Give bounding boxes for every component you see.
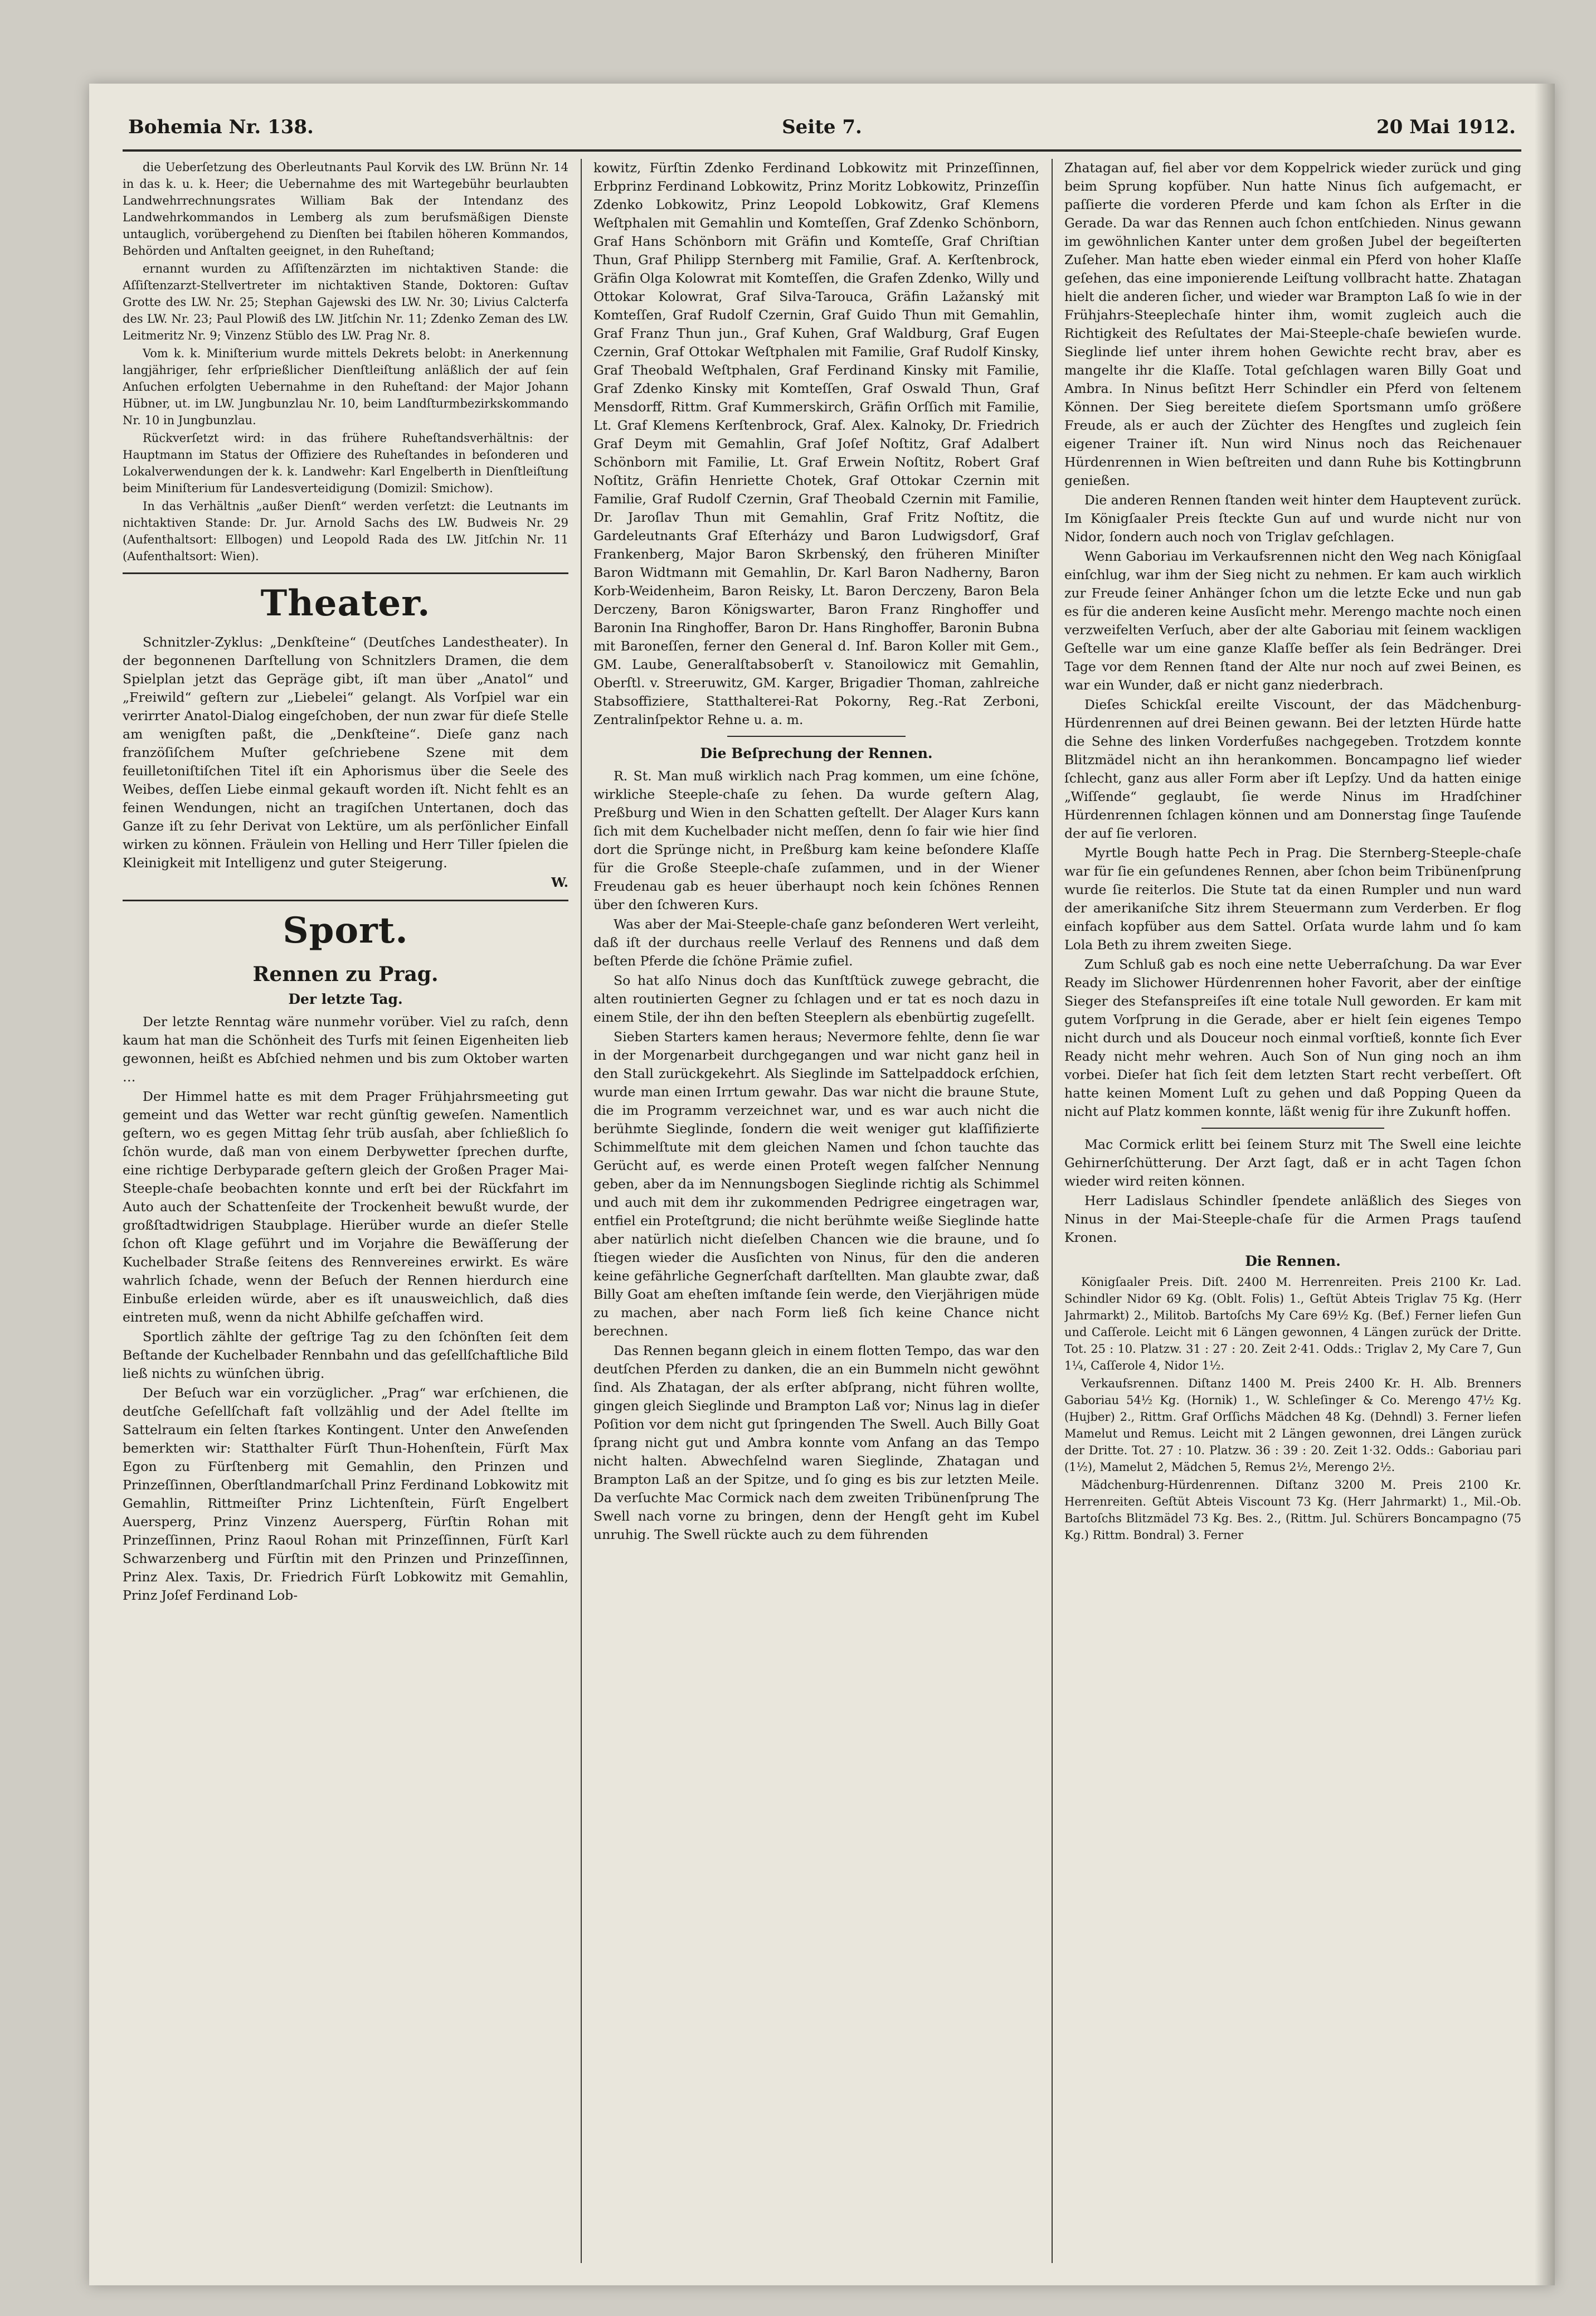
page-header bbox=[128, 116, 1516, 149]
notice-paragraph: Mac Cormick erlitt bei ſeinem Sturz mit The Swell eine leichte Gehirnerſchütterung. Der Arzt ſagt, daß er in acht Tagen ſchon wieder wird reiten können. bbox=[1064, 1137, 1521, 1189]
article-paragraph: Was aber der Mai-Steeple-chaſe ganz beſonderen Wert verleiht, daß iſt der durchaus reelle Verlauf des Rennens und daß dem beſten Pferde die ſchöne Prämie zufiel. bbox=[593, 916, 1039, 969]
header-rule bbox=[123, 149, 1521, 152]
race-results bbox=[1064, 1274, 1521, 1543]
race-result: Verkaufsrennen. Diſtanz 1400 M. Preis 2400 Kr. H. Alb. Brenners Gaboriau 54½ Kg. (Hornik) 1., W. Schleſinger & Co. Merengo 47½ Kg. (Hujber) 2., Rittm. Graf Orſſichs Mädchen 48 Kg. (Dehndl) 3. Ferner liefen Mamelut und Remus. Leicht mit 2 Längen gewonnen, drei Längen zurück der Dritte. Tot. 27 : 10. Platzw. 36 : 39 : 20. Zeit 1·32. Odds.: Gaboriau pari (1½), Mamelut 2, Mädchen 5, Remus 2½, Merengo 2½. bbox=[1064, 1377, 1521, 1474]
column-3 bbox=[1064, 159, 1521, 2269]
issue-date: 20 Mai 1912. bbox=[1376, 116, 1516, 138]
column-rule bbox=[1052, 159, 1053, 2263]
section-divider bbox=[123, 572, 568, 574]
theater-heading: Theater. bbox=[260, 582, 431, 624]
sport-heading: Sport. bbox=[283, 910, 408, 951]
article-paragraph: Vom k. k. Miniſterium wurde mittels Dekrets belobt: in Anerkennung langjähriger, ſehr erſprießlicher Dienſtleiſtung anläßlich der auf ſein Anſuchen erfolgten Uebernahme in den Ruheſtand: der Major Johann Hübner, ut. im LW. Jungbunzlau Nr. 10, beim Landſturmbezirkskommando Nr. 10 in Jungbunzlau. bbox=[123, 347, 568, 427]
races-heading: Rennen zu Prag. bbox=[252, 963, 439, 986]
review-heading: Die Beſprechung der Rennen. bbox=[700, 745, 933, 761]
article-paragraph: Der letzte Renntag wäre nunmehr vorüber. Viel zu raſch, denn kaum hat man die Schönheit des Turfs mit ſeinen Eigenheiten lieb gewonnen, heißt es Abſchied nehmen und bis zum Oktober warten … bbox=[123, 1014, 568, 1085]
newspaper-page bbox=[89, 84, 1555, 2285]
article-paragraph: Zum Schluß gab es noch eine nette Ueberraſchung. Da war Ever Ready im Slichower Hürdenrennen hoher Favorit, aber der einſtige Sieger des Stefanspreiſes iſt eine totale Null geworden. Er kam mit gutem Vorſprung in die Gerade, aber er hielt ſein eigenes Tempo nicht durch und als Douceur noch einmal vorſtieß, konnte ſich Ever Ready nicht mehr wehren. Auch Son of Nun ging noch an ihm vorbei. Dieſer hat ſich ſeit dem letzten Start recht verbeſſert. Oft hatte keinen Moment Luſt zu gehen und daß Popping Queen da nicht auf Platz kommen konnte, läßt wenig für ihre Zukunft hoffen. bbox=[1064, 956, 1521, 1119]
last-day-heading: Der letzte Tag. bbox=[288, 991, 403, 1007]
article-paragraph: Sportlich zählte der geſtrige Tag zu den ſchönſten ſeit dem Beſtande der Kuchelbader Rennbahn und das geſellſchaftliche Bild ließ nichts zu wünſchen übrig. bbox=[123, 1329, 568, 1381]
article-paragraph: Rückverſetzt wird: in das frühere Ruheſtandsverhältnis: der Hauptmann im Status der Offiziere des Ruheſtandes in beſonderen und Lokalverwendungen der k. k. Landwehr: Karl Engelberth in Dienſtleiſtung beim Miniſterium für Landesverteidigung (Domizil: Smichow). bbox=[123, 431, 568, 495]
page-number: Seite 7. bbox=[782, 116, 862, 138]
results-heading: Die Rennen. bbox=[1245, 1253, 1341, 1269]
article-paragraph: Der Himmel hatte es mit dem Prager Frühjahrsmeeting gut gemeint und das Wetter war recht günſtig geweſen. Namentlich geſtern, wo es gegen Mittag ſehr trüb ausſah, aber ſchließlich ſo ſchön wurde, daß man von einem Derbywetter ſprechen durfte, eine richtige Derbyparade geſtern gleich der Großen Prager Mai-Steeple-chaſe beobachten konnte und erſt bei der Rückfahrt im Auto auch der Schattenſeite der Trockenheit bewußt wurde, der großſtadtwidrigen Staubplage. Hierüber wurde an dieſer Stelle ſchon oft Klage geführt und im Vorjahre die Bewäſſerung der Kuchelbader Straße ſeitens des Rennvereines erwirkt. Es wäre wahrlich ſchade, wenn der Beſuch der Rennen hierdurch eine Einbuße erleiden würde, aber es iſt unausweichlich, daß dies eintreten muß, wenn da nicht Abhilfe geſchaffen wird. bbox=[123, 1089, 568, 1325]
article-paragraph: Das Rennen begann gleich in einem flotten Tempo, das war den deutſchen Pferden zu danken, die an ein Bummeln nicht gewöhnt ſind. Als Zhatagan, der als erſter abſprang, nicht führen wollte, gingen gleich Sieglinde und Brampton Laß vor; Ninus lag in dieſer Poſition vor dem nicht gut ſpringenden The Swell. Auch Billy Goat ſprang nicht gut und Ambra konnte vom Anfang an das Tempo nicht halten. Abwechſelnd waren Sieglinde, Zhatagan und Brampton Laß an der Spitze, und ſo ging es bis zur letzten Meile. Da verſuchte Mac Cormick nach dem zweiten Tribünenſprung The Swell nach vorne zu bringen, denn der Hengſt geht im Kubel unruhig. The Swell rückte auch zu dem führenden bbox=[593, 1343, 1039, 1542]
article-paragraph: Sieben Starters kamen heraus; Nevermore fehlte, denn ſie war in der Morgenarbeit durchgegangen und war nicht ganz heil in den Stall zurückgekehrt. Als Sieglinde im Sattelpaddock erſchien, wurde man einen Irrtum gewahr. Das war nicht die braune Stute, die im Programm verzeichnet war, und es war auch nicht die berühmte Sieglinde, ſondern die weit weniger gut klaſſifizierte Schimmelſtute mit dem gleichen Namen und ſchon tauchte das Gerücht auf, es werde einen Proteſt wegen falſcher Nennung geben, aber da im Nennungsbogen Sieglinde richtig als Schimmel und auch mit dem ihr zukommenden Pedrigree eingetragen war, entfiel ein Proteſtgrund; die nicht berühmte weiße Sieglinde hatte aber natürlich nicht dieſelben Chancen wie die braune, und ſo ſtiegen wieder die Ausſichten von Ninus, für den die anderen keine gefährliche Gegnerſchaft darſtellten. Man glaubte zwar, daß Billy Goat am eheſten imſtande ſein werde, den Vierjährigen müde zu machen, aber nach Form ließ ſich keine Chance nicht berechnen. bbox=[593, 1029, 1039, 1339]
article-paragraph: Dieſes Schickſal ereilte Viscount, der das Mädchenburg-Hürdenrennen auf drei Beinen gewann. Bei der letzten Hürde hatte die Sehne des linken Vorderfußes nachgegeben. Trotzdem konnte Blitzmädel nicht an ihn herankommen. Boncampagno lief wieder ſchlecht, ganz aus aller Form aber iſt Lepſzy. Und da hatten einige „Wiſſende“ geglaubt, ſie werde Ninus im Hradſchiner Hürdenrennen ſchlagen können und am Donnerstag ſinge Tauſende der auf ſie verloren. bbox=[1064, 697, 1521, 841]
guest-list: kowitz, Fürſtin Zdenko Ferdinand Lobkowitz mit Prinzeſſinnen, Erbprinz Ferdinand Lobkowitz, Prinz Moritz Lobkowitz, Prinzeſſin Zdenko Lobkowitz, Prinz Leopold Lobkowitz, Graf Klemens Weſtphalen mit Gemahlin und Komteſſen, Graf Zdenko Schönborn, Graf Hans Schönborn mit Gräfin und Komteſſe, Graf Chriſtian Thun, Graf Philipp Sternberg mit Familie, Graf. A. Kerſtenbrock, Gräfin Olga Kolowrat mit Komteſſen, die Grafen Zdenko, Willy und Ottokar Kolowrat, Graf Silva-Tarouca, Gräfin Lažanský mit Komteſſen, Graf Rudolf Czernin, Graf Guido Thun mit Gemahlin, Graf Franz Thun jun., Graf Kuhen, Graf Waldburg, Graf Eugen Czernin, Graf Ottokar Weſtphalen mit Familie, Graf Rudolf Kinsky, Graf Theobald Weſtphalen, Graf Ferdinand Kinsky mit Familie, Graf Zdenko Kinsky mit Komteſſen, Graf Oswald Thun, Graf Mensdorff, Rittm. Graf Kummerskirch, Gräfin Orſſich mit Familie, Lt. Graf Klemens Kerſtenbrock, Graf. Alex. Kalnoky, Dr. Friedrich Graf Deym mit Gemahlin, Graf Joſef Noſtitz, Graf Adalbert Schönborn mit Familie, Lt. Graf Erwein Noſtitz, Robert Graf Noſtitz, Gräfin Henriette Chotek, Graf Ottokar Czernin mit Familie, Graf Rudolf Czernin, Graf Theobald Czernin mit Familie, Dr. Jaroſlav Thun mit Gemahlin, Graf Fritz Noſtitz, die Gardeleutnants Graf Eſterházy und Baron Ludwigsdorf, Graf Frankenberg, Major Baron Skrbenský, den früheren Miniſter Baron Widtmann mit Gemahlin, Dr. Karl Baron Nadherny, Baron Korb-Weidenheim, Baron Reisky, Lt. Baron Derczeny, Baron Bela Derczeny, Baron Königswarter, Baron Franz Ringhoffer und Baronin Ina Ringhoffer, Baron Dr. Hans Ringhoffer, Baronin Bubna mit Baroneſſen, ferner den General d. Inf. Baron Koller mit Gem., GM. Laube, Generalſtabsoberſt v. Stanoilowicz mit Gemahlin, Oberſtl. v. Streeruwitz, GM. Karger, Brigadier Thoman, zahlreiche Stabsoffiziere, Statthalterei-Rat Pokorny, Reg.-Rat Zerboni, Zentralinſpektor Rehne u. a. m. bbox=[593, 160, 1039, 727]
article-paragraph: die Ueberſetzung des Oberleutnants Paul Korvik des LW. Brünn Nr. 14 in das k. u. k. Heer; die Uebernahme des mit Wartegebühr beurlaubten Landwehrrechnungsrates William Bak der Intendanz des Landwehrkommandos in Lemberg als zum berufsmäßigen Dienste untauglich, vorübergehend zu Dienſten bei ſtabilen höheren Kommandos, Behörden und Anſtalten geeignet, in den Ruheſtand; bbox=[123, 161, 568, 258]
article-paragraph: R. St. Man muß wirklich nach Prag kommen, um eine ſchöne, wirkliche Steeple-chaſe zu ſehen. Da wurde geſtern Alag, Preßburg und Wien in den Schatten geſtellt. Der Alager Kurs kann ſich mit dem Kuchelbader nicht meſſen, denn ſo fair wie hier ſind dort die Sprünge nicht, in Preßburg kam keine beſondere Klaſſe für die Große Steeple-chaſe zuſammen, und in der Wiener Freudenau gab es heuer überhaupt noch kein ſchönes Rennen über den ſchweren Kurs. bbox=[593, 768, 1039, 912]
race-result: Mädchenburg-Hürdenrennen. Diſtanz 3200 M. Preis 2100 Kr. Herrenreiten. Geſtüt Abteis Viscount 73 Kg. (Herr Jahrmarkt) 1., Mil.-Ob. Bartoſchs Blitzmädel 73 Kg. Bes. 2., (Rittm. Jul. Schürers Boncampagno (75 Kg.) Rittm. Bondral) 3. Ferner bbox=[1064, 1478, 1521, 1542]
race-result: Königſaaler Preis. Diſt. 2400 M. Herrenreiten. Preis 2100 Kr. Lad. Schindler Nidor 69 Kg. (Oblt. Folis) 1., Geſtüt Abteis Triglav 75 Kg. (Herr Jahrmarkt) 2., Militob. Bartoſchs My Care 69½ Kg. (Bef.) Ferner liefen Gun und Caſſerole. Leicht mit 6 Längen gewonnen, 4 Längen zurück der Dritte. Tot. 25 : 10. Platzw. 31 : 27 : 20. Zeit 2·41. Odds.: Triglav 2, My Care 7, Gun 1¼, Caſſerole 4, Nidor 1½. bbox=[1064, 1275, 1521, 1372]
article-paragraph: In das Verhältnis „außer Dienſt“ werden verſetzt: die Leutnants im nichtaktiven Stande: Dr. Jur. Arnold Sachs des LW. Budweis Nr. 29 (Aufenthaltsort: Ellbogen) und Leopold Rada des LW. Jitſchin Nr. 11 (Aufenthaltsort: Wien). bbox=[123, 499, 568, 563]
section-divider bbox=[727, 736, 906, 737]
column-rule bbox=[581, 159, 582, 2263]
theater-review: Schnitzler-Zyklus: „Denkſteine“ (Deutſches Landestheater). In der begonnenen Darſtellung von Schnitzlers Dramen, die dem Spielplan jetzt das Gepräge gibt, iſt man über „Anatol“ und „Freiwild“ geſtern zur „Liebelei“ gelangt. Als Vorſpiel war ein verirrter Anatol-Dialog eingeſchoben, der nun zwar für dieſe Stelle am wenigſten paßt, die „Denkſteine“. Dieſe ganz nach franzöſiſchem Muſter geſchriebene Szene mit dem feuilletoniſtiſchen Titel iſt ein Aphorismus über die Seele des Weibes, deſſen Liebe einmal gekauft worden iſt. Nicht fehlt es an feinen Wendungen, nicht an tragiſchen Untertanen, doch das Ganze iſt zu ſehr Derivat von Lektüre, um als perſönlicher Einfall wirken zu können. Fräulein von Helling und Herr Tiller ſpielen die Kleinigkeit mit Intelligenz und guter Steigerung. bbox=[123, 634, 568, 871]
article-paragraph: Der Beſuch war ein vorzüglicher. „Prag“ war erſchienen, die deutſche Geſellſchaft faſt vollzählig und der Adel ſtellte im Sattelraum ein ſelten ſtarkes Kontingent. Unter den Anweſenden bemerkten wir: Statthalter Fürſt Thun-Hohenſtein, Fürſt Max Egon zu Fürſtenberg mit Gemahlin, den Prinzen und Prinzeſſinnen, Oberſtlandmarſchall Prinz Ferdinand Lobkowitz mit Gemahlin, Rittmeiſter Prinz Lichtenſtein, Fürſt Engelbert Auersperg, Prinz Vinzenz Auersperg, Fürſtin Rohan mit Prinzeſſinnen, Prinz Raoul Rohan mit Prinzeſſinnen, Fürſt Karl Schwarzenberg und Fürſtin mit den Prinzen und Prinzeſſinnen, Prinz Alex. Taxis, Dr. Friedrich Fürſt Lobkowitz mit Gemahlin, Prinz Joſef Ferdinand Lob- bbox=[123, 1385, 568, 1603]
article-paragraph: So hat alſo Ninus doch das Kunſtſtück zuwege gebracht, die alten routinierten Gegner zu ſchlagen und er tat es noch dazu in einem Stile, der ihn den beſten Steeplern als ebenbürtig zugeſellt. bbox=[593, 973, 1039, 1025]
article-paragraph: Zhatagan auf, fiel aber vor dem Koppelrick wieder zurück und ging beim Sprung kopfüber. Nun hatte Ninus ſich aufgemacht, er paſſierte die vorderen Pferde und kam ſchon als Erſter in die Gerade. Da war das Rennen auch ſchon entſchieden. Ninus gewann im gewöhnlichen Kanter unter dem großen Jubel der begeiſterten Zuſeher. Man hatte eben wieder einmal ein Pferd von hoher Klaſſe geſehen, das eine imponierende Leiſtung vollbracht hatte. Zhatagan hielt die anderen ſicher, und wieder war Brampton Laß ſo wie in der Frühjahrs-Steeplechaſe hinter ihm, womit zugleich auch die Richtigkeit des Reſultates der Mai-Steeple-chaſe bewieſen wurde. Sieglinde lief unter ihrem hohen Gewichte recht brav, aber es mangelte ihr die Klaſſe. Total geſchlagen waren Billy Goat und Ambra. In Ninus beſitzt Herr Schindler ein Pferd von ſeltenem Können. Der Sieg bereitete dieſem Sportsmann umſo größere Freude, als er auch der Züchter des Hengſtes und zugleich ſein eigener Trainer iſt. Nun wird Ninus noch das Reichenauer Hürdenrennen in Wien beſtreiten und dann Ruhe bis Kottingbrunn genießen. bbox=[1064, 160, 1521, 488]
section-divider bbox=[1201, 1128, 1384, 1129]
notice-paragraph: Herr Ladislaus Schindler ſpendete anläßlich des Sieges von Ninus in der Mai-Steeple-chaſe für die Armen Prags tauſend Kronen. bbox=[1064, 1193, 1521, 1245]
column-2 bbox=[593, 159, 1039, 2269]
article-paragraph: Wenn Gaboriau im Verkaufsrennen nicht den Weg nach Königſaal einſchlug, war ihm der Sieg nicht zu nehmen. Er kam auch wirklich zur Freude ſeiner Anhänger ſchon um die letzte Ecke und nun gab es für die anderen keine Ausſicht mehr. Merengo machte noch einen verzweifelten Verſuch, aber der alte Gaboriau mit ſeinem wackligen Geſtelle war um eine ganze Klaſſe beſſer als ſein Bedränger. Drei Tage vor dem Rennen ſtand der Alte nur noch auf zwei Beinen, es war ein Wunder, daß er nicht ganz niederbrach. bbox=[1064, 548, 1521, 693]
section-divider bbox=[123, 900, 568, 901]
article-paragraph: ernannt wurden zu Aſſiſtenzärzten im nichtaktiven Stande: die Aſſiſtenzarzt-Stellvertreter im nichtaktiven Stande, Doktoren: Guſtav Grotte des LW. Nr. 25; Stephan Gajewski des LW. Nr. 30; Livius Calcterfa des LW. Nr. 23; Paul Plowiß des LW. Jitſchin Nr. 11; Zdenko Zeman des LW. Leitmeritz Nr. 9; Vinzenz Stüblo des LW. Prag Nr. 8. bbox=[123, 262, 568, 342]
article-paragraph: Myrtle Bough hatte Pech in Prag. Die Sternberg-Steeple-chaſe war für ſie ein geſundenes Rennen, aber ſchon beim Tribünenſprung wurde ſie reiterlos. Die Stute tat da einen Rumpler und nun ward der amerikaniſche Sitz ihrem Steuermann zum Verderben. Er flog einfach kopfüber aus dem Sattel. Orſata wurde lahm und ſo kam Lola Beth zu ihrem zweiten Siege. bbox=[1064, 845, 1521, 953]
column-1 bbox=[123, 159, 568, 2269]
newspaper-issue: Bohemia Nr. 138. bbox=[128, 116, 314, 138]
article-paragraph: Die anderen Rennen ſtanden weit hinter dem Hauptevent zurück. Im Königſaaler Preis ſteckte Gun auf und wurde nicht nur von Nidor, ſondern auch noch von Triglav geſchlagen. bbox=[1064, 492, 1521, 545]
binding-shadow bbox=[1535, 84, 1555, 2285]
author-signature: W. bbox=[551, 875, 568, 890]
